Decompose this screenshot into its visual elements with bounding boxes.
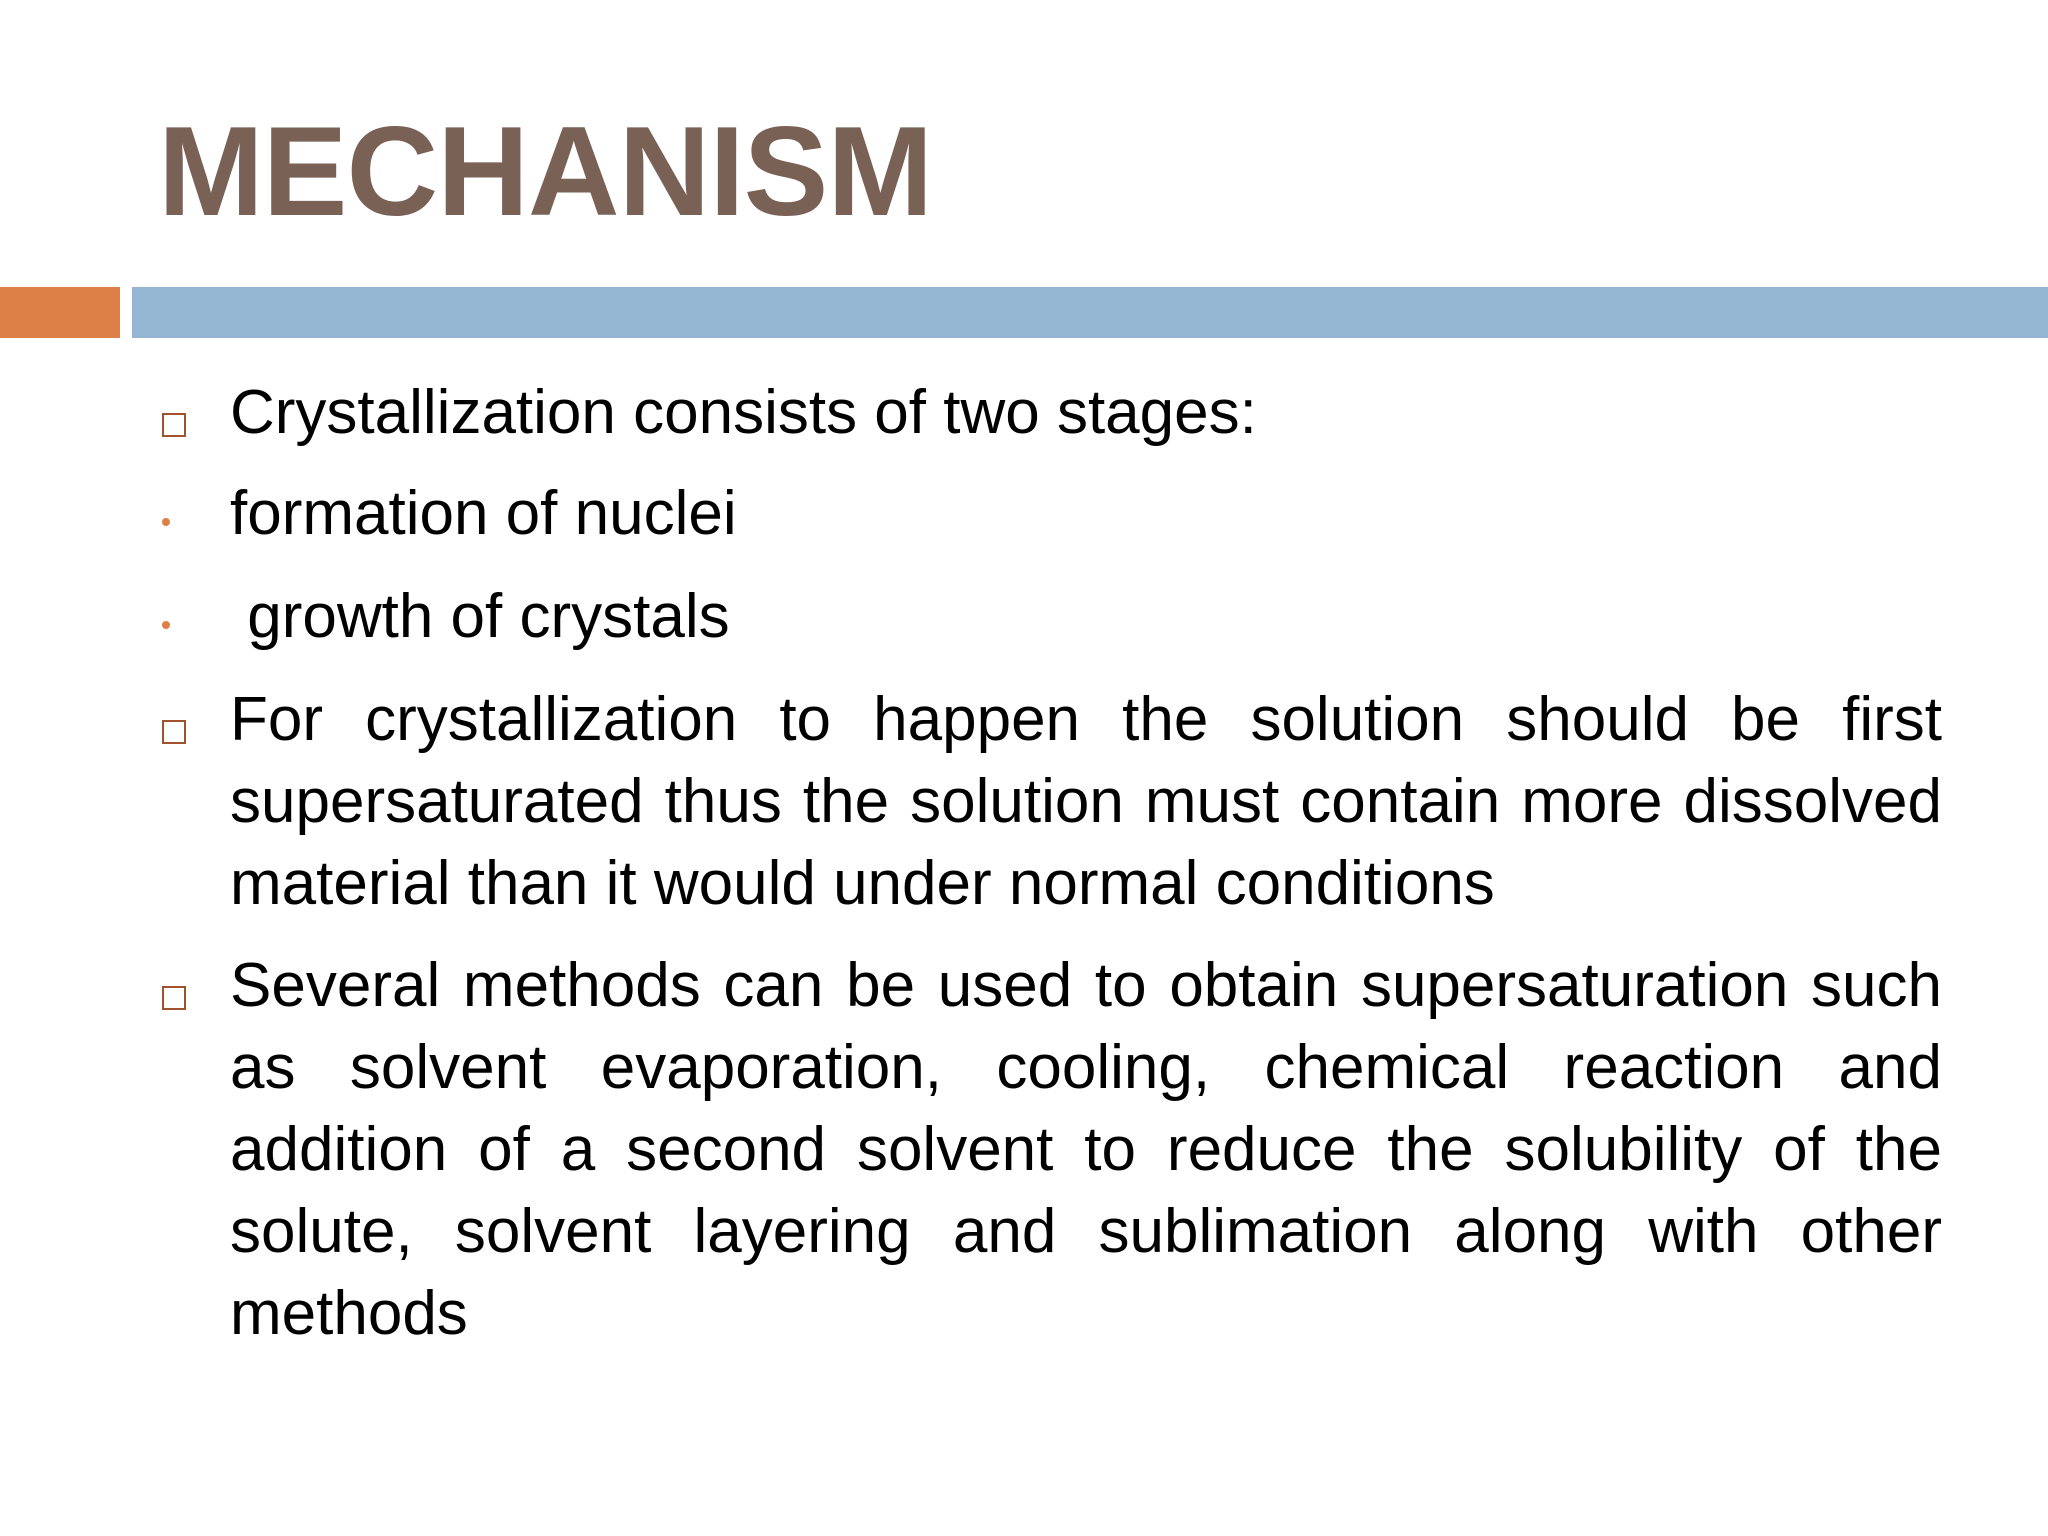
square-bullet-icon — [162, 986, 186, 1010]
bullet-text: Crystallization consists of two stages: — [230, 378, 1257, 447]
bullet-text: formation of nuclei — [230, 479, 737, 548]
bullet-text: growth of crystals — [230, 582, 730, 651]
bullet-text: Several methods can be used to obtain supersaturation such as solvent evaporation, cooling, chemical reaction and addition of a second solvent to reduce the solubility of the solute, solvent layering and sublimation along with other methods — [230, 951, 1942, 1348]
dot-bullet-icon — [162, 621, 170, 629]
square-bullet-icon — [162, 413, 186, 437]
dot-bullet-icon — [162, 518, 170, 526]
slide-title: MECHANISM — [158, 100, 933, 242]
bullet-text: For crystallization to happen the solution should be first supersaturated thus the solution must contain more dissolved material than it would under normal conditions — [230, 685, 1942, 918]
square-bullet-icon — [162, 720, 186, 744]
